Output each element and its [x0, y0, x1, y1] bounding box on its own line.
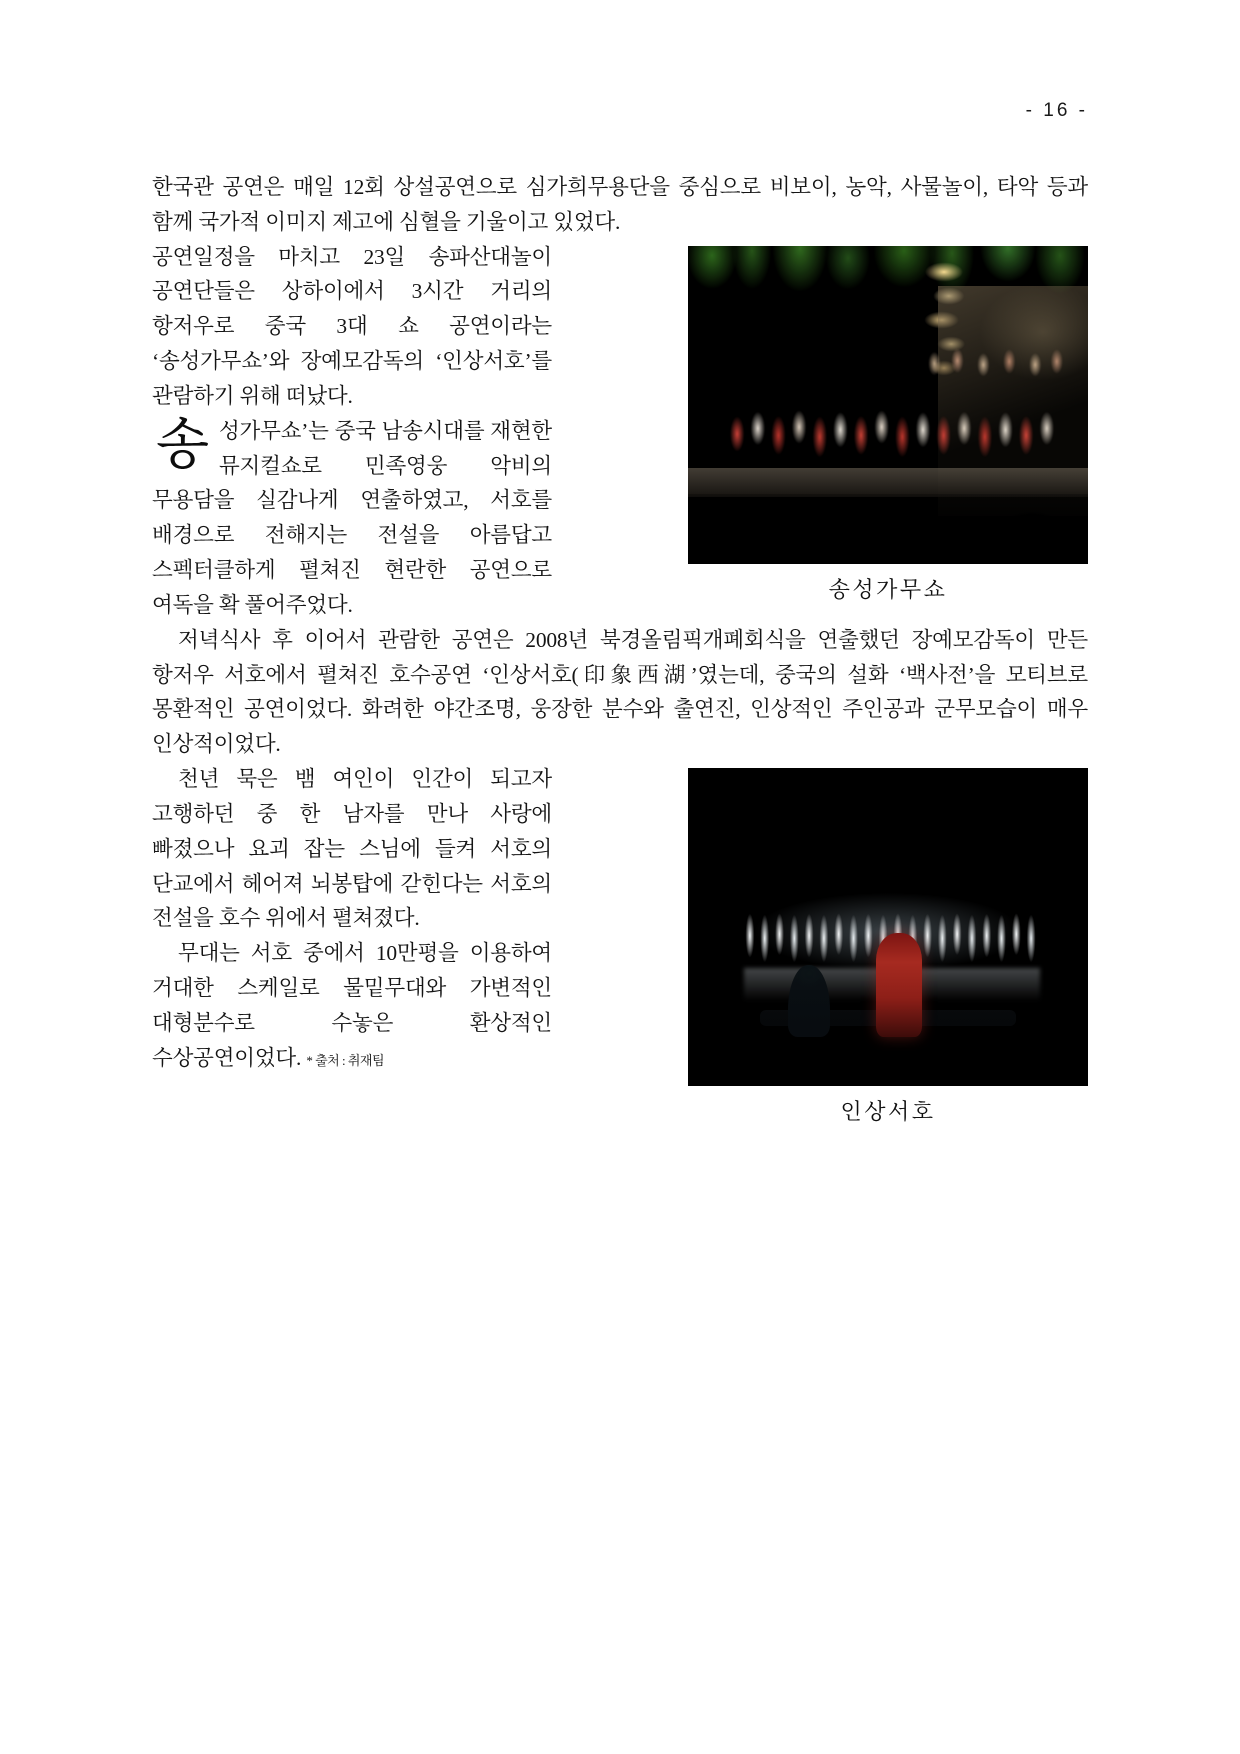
figure-caption: 인상서호: [840, 1099, 936, 1125]
paragraph-3: [152, 414, 552, 623]
paragraph-6: [152, 936, 552, 1075]
paragraph-5: 천년 묵은 뱀 여인이 인간이 되고자 고행하던 중 한 남자를 만나 사랑에 빠졌으나 요괴 잡는 스님에 들켜 서호의 단교에서 헤어져 뇌봉탑에 갇힌다는 서호의 전설을 호수 위에서 펼쳐졌다.: [152, 767, 552, 931]
photo-impression-west-lake: [688, 768, 1088, 1086]
page-content: [152, 170, 1088, 1130]
paragraph-3-text: 성가무쇼’는 중국 남송시대를 재현한 뮤지컬쇼로 민족영웅 악비의 무용담을 실감나게 연출하였고, 서호를 배경으로 전해지는 전설을 아름답고 스펙터클하게 펼쳐진 현란한 공연으로 여독을 확 풀어주었다.: [152, 418, 552, 617]
paragraph-2: 공연일정을 마치고 23일 송파산대놀이 공연단들은 상하이에서 3시간 거리의 항저우로 중국 3대 쇼 공연이라는 ‘송성가무쇼’와 장예모감독의 ‘인상서호’를 관람하기 위해 떠났다.: [152, 244, 552, 408]
page-number: - 16 -: [1025, 100, 1088, 121]
red-robed-figure: [876, 933, 922, 1037]
source-note: * 출처 : 취재팀: [306, 1052, 385, 1068]
performer-crowd: [720, 392, 1064, 462]
figure-songcheng: [688, 246, 1088, 604]
paragraph-intro: 한국관 공연은 매일 12회 상설공연으로 심가희무용단을 중심으로 비보이, 농악, 사물놀이, 타악 등과 함께 국가적 이미지 제고에 심혈을 기울이고 있었다.: [152, 175, 1088, 234]
figure-impression-west-lake: [688, 768, 1088, 1126]
audience-silhouettes: [688, 494, 1088, 564]
paragraph-6-text: 무대는 서호 중에서 10만평을 이용하여 거대한 스케일로 물밑무대와 가변적인 대형분수로 수놓은 환상적인 수상공연이었다.: [152, 941, 552, 1070]
drop-cap: 송: [156, 413, 209, 475]
upper-tier-performers: [920, 341, 1064, 382]
stage-floor: [688, 468, 1088, 497]
photo-songcheng-show: [688, 246, 1088, 564]
figure-caption: 송성가무쇼: [828, 576, 948, 602]
paragraph-4: 저녁식사 후 이어서 관람한 공연은 2008년 북경올림픽개폐회식을 연출했던 장예모감독이 만든 항저우 서호에서 펼쳐진 호수공연 ‘인상서호(印象西湖’였는데, 중국의 설화 ‘백사전’을 모티브로 몽환적인 공연이었다. 화려한 야간조명, 웅장한 분수와 출연진, 인상적인 주인공과 군무모습이 매우 인상적이었다.: [152, 627, 1088, 757]
